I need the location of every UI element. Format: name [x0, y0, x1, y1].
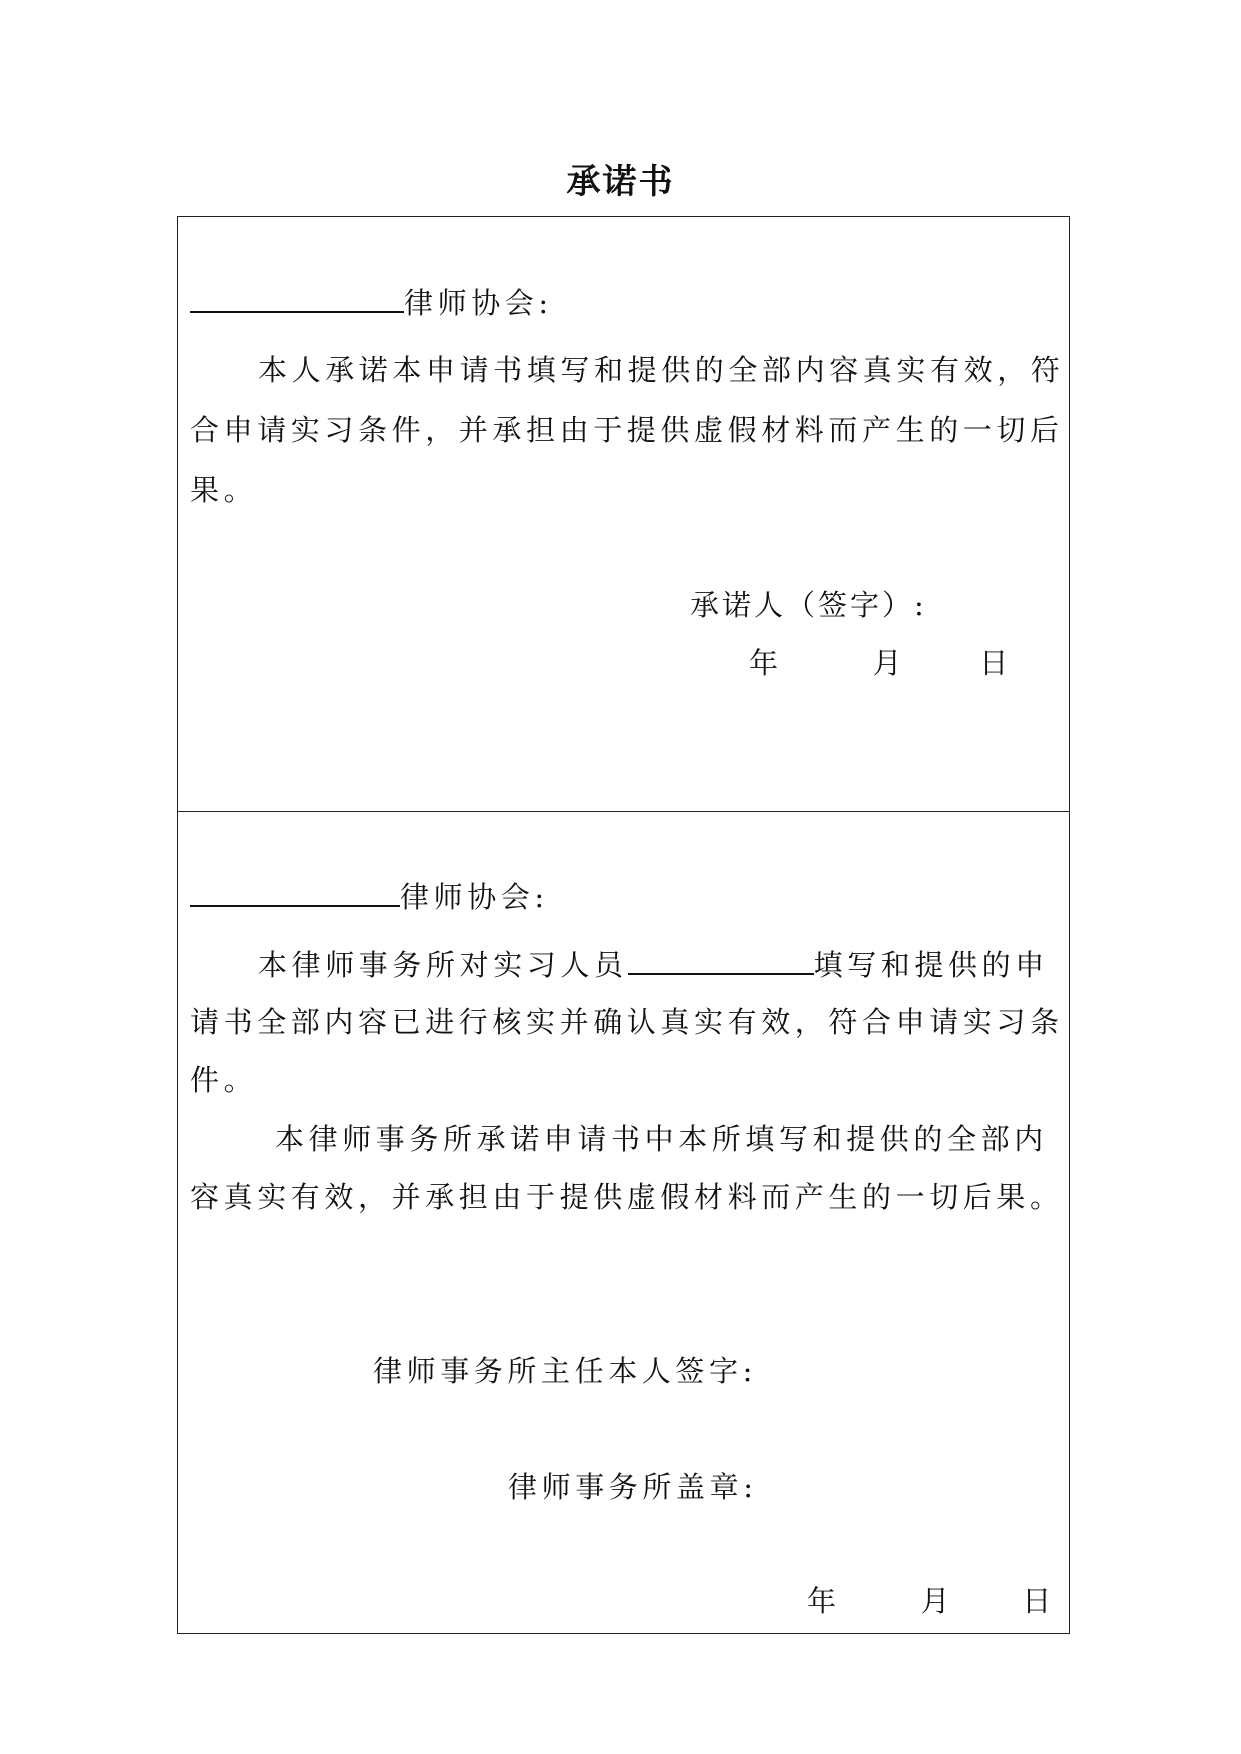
firm-seal-label: 律师事务所盖章:: [508, 1470, 758, 1504]
firm-verify-line: [258, 943, 1049, 985]
date-year: 年: [807, 1584, 841, 1618]
date-day: 日: [979, 646, 1013, 680]
commitment-form-table: [177, 216, 1070, 1634]
applicant-signature-label: 承诺人（签字）:: [690, 588, 927, 622]
firm-verify-line: 请书全部内容已进行核实并确认真实有效，符合申请实习条: [190, 1005, 1064, 1039]
document-title: 承诺书: [566, 162, 675, 202]
applicant-paragraph-line: 果。: [190, 473, 258, 507]
date-day: 日: [1022, 1584, 1056, 1618]
intern-name-blank[interactable]: [628, 943, 814, 975]
applicant-paragraph-line: 合申请实习条件，并承担由于提供虚假材料而产生的一切后: [190, 413, 1064, 447]
firm-commit-line: 本律师事务所承诺申请书中本所填写和提供的全部内: [275, 1122, 1048, 1156]
section-divider: [178, 811, 1069, 812]
verify-prefix: 本律师事务所对实习人员: [258, 948, 628, 982]
date-month: 月: [920, 1584, 955, 1618]
date-month: 月: [872, 646, 907, 680]
firm-association-line: [190, 875, 549, 917]
date-year: 年: [749, 646, 783, 680]
director-signature-label: 律师事务所主任本人签字:: [373, 1354, 757, 1388]
verify-suffix: 填写和提供的申: [813, 948, 1049, 982]
association-suffix: 律师协会:: [400, 880, 549, 914]
firm-commit-line: 容真实有效，并承担由于提供虚假材料而产生的一切后果。: [190, 1180, 1064, 1214]
association-suffix: 律师协会:: [404, 286, 553, 320]
firm-date-line: [807, 1581, 1056, 1621]
association-name-blank[interactable]: [190, 875, 400, 907]
association-name-blank[interactable]: [190, 281, 404, 313]
firm-verify-line: 件。: [190, 1063, 258, 1097]
applicant-date-line: [749, 643, 1013, 683]
applicant-association-line: [190, 281, 553, 323]
applicant-paragraph-line: 本人承诺本申请书填写和提供的全部内容真实有效，符: [258, 353, 1065, 387]
